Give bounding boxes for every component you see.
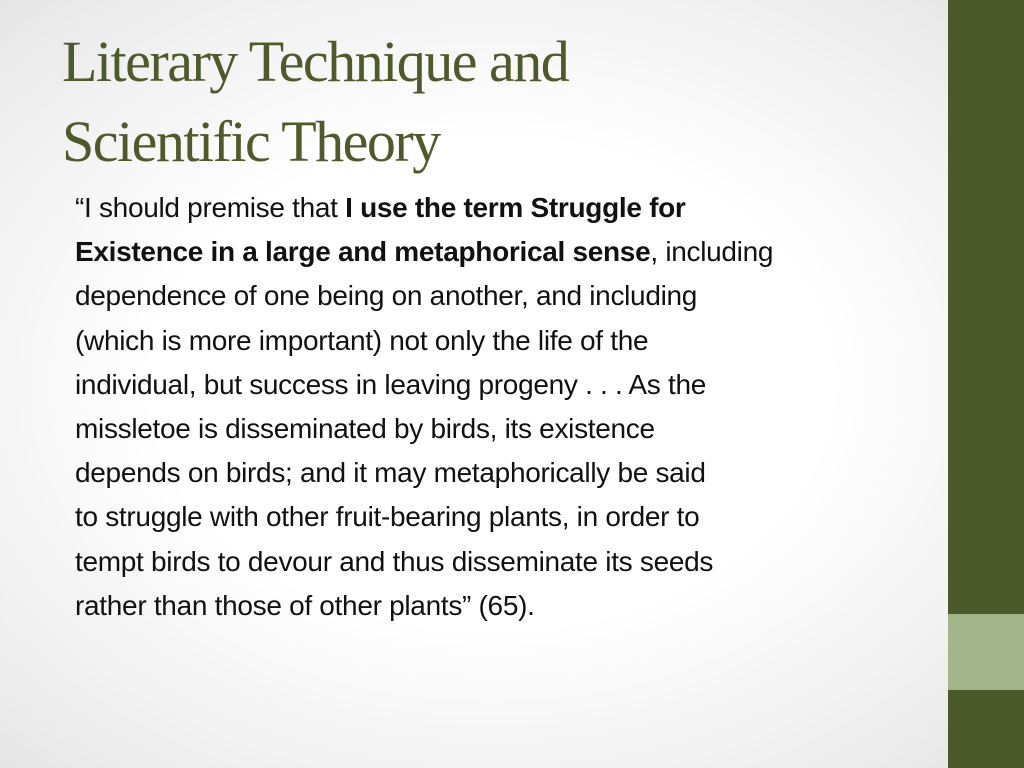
quote-emphasis: Existence in a large and metaphorical sense bbox=[75, 236, 651, 268]
quote-text: , including bbox=[650, 236, 774, 268]
slide-title bbox=[62, 22, 922, 182]
quote-line bbox=[75, 186, 925, 230]
quote-line: missletoe is disseminated by birds, its existence bbox=[75, 413, 655, 445]
quote-line: rather than those of other plants” (65). bbox=[75, 589, 535, 621]
quote-line: (which is more important) not only the life of the bbox=[75, 324, 649, 356]
quote-line bbox=[75, 230, 925, 274]
sidebar-decoration bbox=[948, 0, 1024, 768]
title-line-1: Literary Technique and bbox=[62, 29, 569, 94]
title-line-2: Scientific Theory bbox=[62, 109, 440, 174]
quote-text: “I should premise that bbox=[75, 192, 346, 223]
sidebar-accent-block bbox=[948, 614, 1024, 690]
quote-emphasis: I use the term Struggle for bbox=[345, 192, 686, 223]
quote-line: tempt birds to devour and thus disseminate its seeds bbox=[75, 545, 714, 577]
quote-body bbox=[75, 186, 925, 628]
quote-line: to struggle with other fruit-bearing plants, in order to bbox=[75, 501, 700, 533]
quote-line: depends on birds; and it may metaphorically be said bbox=[75, 457, 706, 489]
quote-line: individual, but success in leaving progeny . . . As the bbox=[75, 368, 706, 400]
quote-line: dependence of one being on another, and including bbox=[75, 280, 698, 312]
